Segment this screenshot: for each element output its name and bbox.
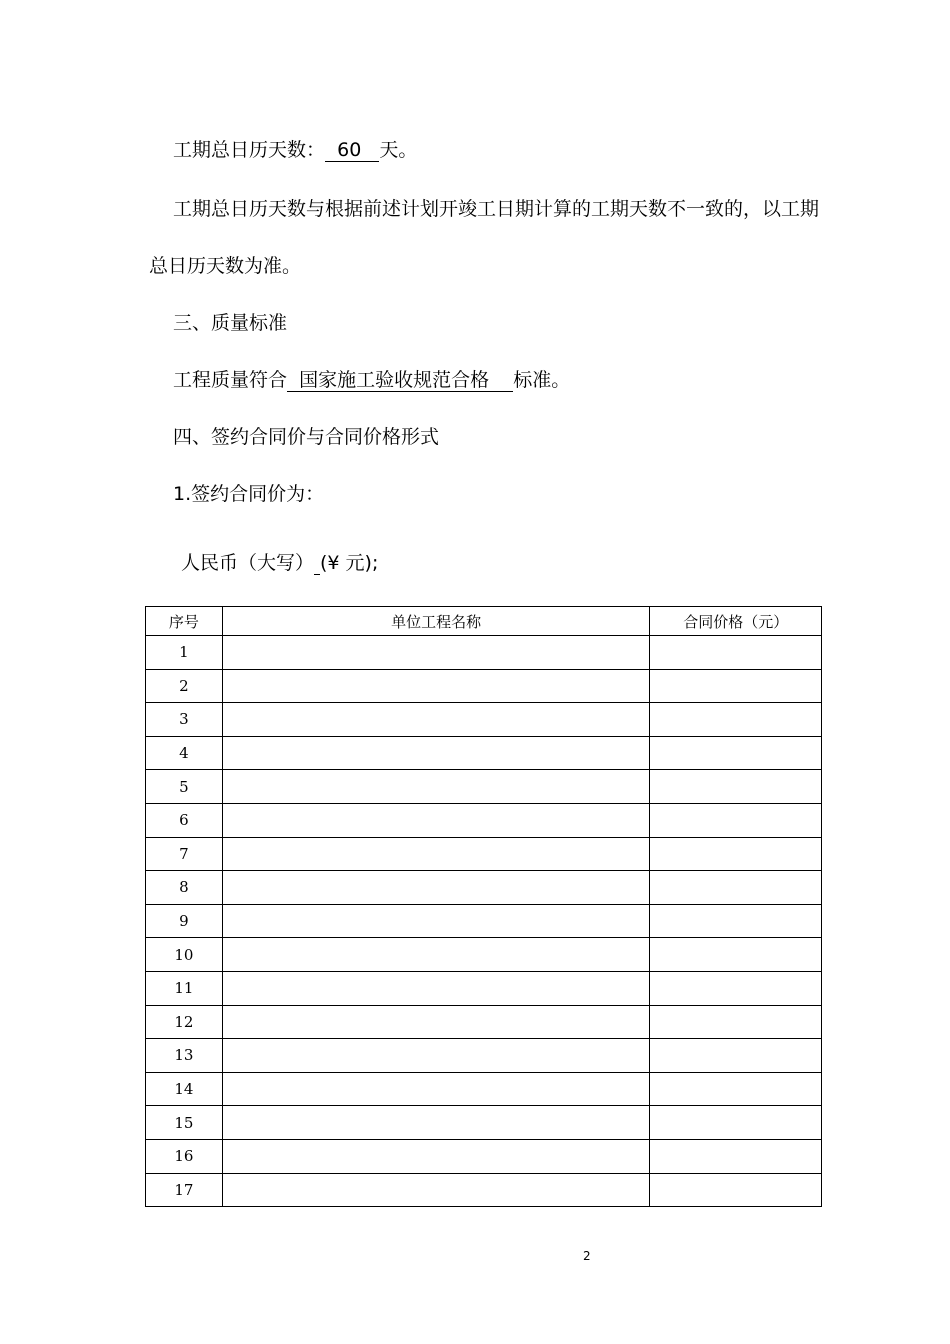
row-name [222,1106,650,1140]
row-name [222,904,650,938]
row-price [650,669,822,703]
table-row [146,904,822,938]
row-price [650,938,822,972]
quality-standard-field [287,369,513,392]
quality-line [173,368,570,392]
row-price [650,770,822,804]
row-name [222,669,650,703]
price-heading: 四、签约合同价与合同价格形式 [173,426,440,448]
row-price [650,1005,822,1039]
row-price [650,1039,822,1073]
row-name [222,1005,650,1039]
row-price [650,871,822,905]
row-price [650,736,822,770]
page-number: 2 [583,1249,591,1263]
row-no: 10 [146,938,223,972]
duration-prefix: 工期总日历天数： [173,139,326,161]
row-price [650,971,822,1005]
table-row [146,736,822,770]
row-no: 13 [146,1039,223,1073]
table-row [146,1005,822,1039]
table-row [146,837,822,871]
row-name [222,971,650,1005]
duration-note-line2: 总日历天数为准。 [149,255,302,277]
duration-days: 60 [337,139,362,161]
row-name [222,1072,650,1106]
table-header-row [146,607,822,636]
duration-note-line1: 工期总日历天数与根据前述计划开竣工日期计算的工期天数不一致的，以工期 [173,198,820,220]
row-no: 3 [146,703,223,737]
row-price [650,1072,822,1106]
row-name [222,770,650,804]
rmb-line [181,551,378,575]
price-table [145,606,822,1207]
quality-standard: 国家施工验收规范合格 [299,369,490,391]
table-row [146,770,822,804]
rmb-suffix: (¥ 元); [320,552,379,574]
table-row [146,1106,822,1140]
row-name [222,703,650,737]
header-unit-name: 单位工程名称 [222,607,650,636]
row-no: 2 [146,669,223,703]
price-item1: 1.签约合同价为： [173,483,325,505]
rmb-prefix: 人民币（大写） [181,552,315,574]
duration-days-field [325,139,379,162]
duration-line [173,138,417,162]
row-no: 9 [146,904,223,938]
header-price: 合同价格（元） [650,607,822,636]
row-name [222,871,650,905]
quality-prefix: 工程质量符合 [173,369,288,391]
row-no: 7 [146,837,223,871]
row-price [650,703,822,737]
row-price [650,837,822,871]
row-no: 6 [146,803,223,837]
row-no: 4 [146,736,223,770]
row-name [222,636,650,670]
row-no: 8 [146,871,223,905]
header-no: 序号 [146,607,223,636]
row-no: 16 [146,1139,223,1173]
row-price [650,1173,822,1207]
quality-suffix: 标准。 [513,369,571,391]
table-row [146,1039,822,1073]
row-name [222,736,650,770]
row-no: 15 [146,1106,223,1140]
quality-heading: 三、质量标准 [173,312,288,334]
row-price [650,803,822,837]
row-no: 5 [146,770,223,804]
table-row [146,1173,822,1207]
table-row [146,803,822,837]
row-name [222,1039,650,1073]
table-row [146,669,822,703]
row-no: 1 [146,636,223,670]
row-price [650,1106,822,1140]
row-name [222,837,650,871]
table-row [146,1139,822,1173]
row-no: 14 [146,1072,223,1106]
row-no: 12 [146,1005,223,1039]
table-row [146,703,822,737]
row-price [650,636,822,670]
duration-suffix: 天。 [379,139,418,161]
row-name [222,803,650,837]
table-row [146,971,822,1005]
row-no: 17 [146,1173,223,1207]
table-row [146,1072,822,1106]
table-row [146,871,822,905]
row-price [650,904,822,938]
table-row [146,636,822,670]
row-name [222,1173,650,1207]
row-price [650,1139,822,1173]
row-no: 11 [146,971,223,1005]
row-name [222,1139,650,1173]
table-row [146,938,822,972]
row-name [222,938,650,972]
